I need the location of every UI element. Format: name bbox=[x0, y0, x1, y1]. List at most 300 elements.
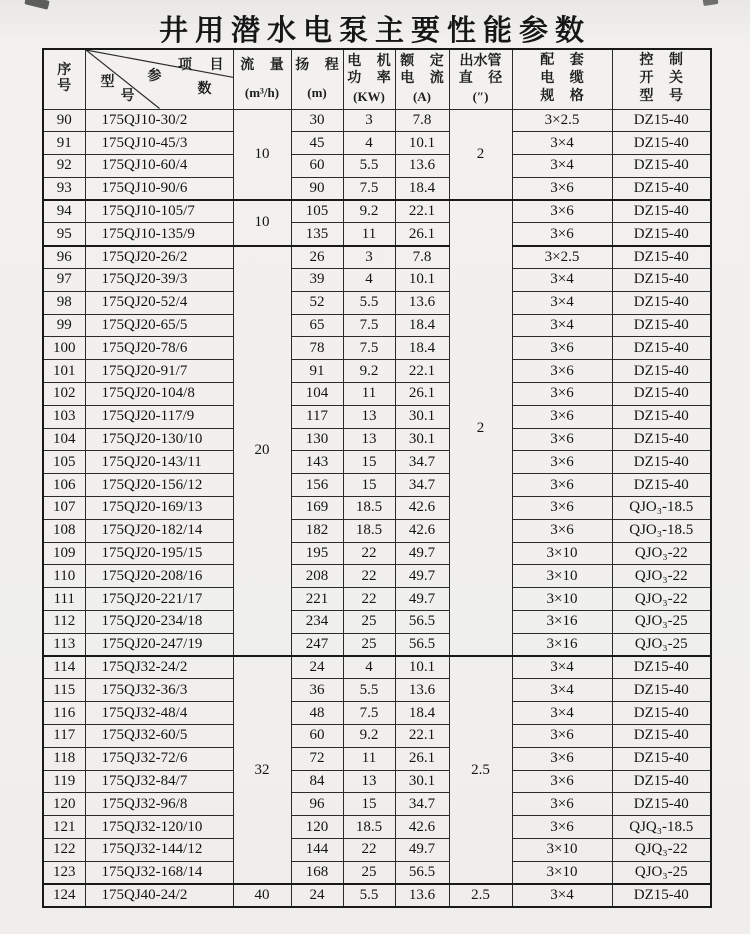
cell-cable: 3×4 bbox=[512, 679, 612, 702]
cell-head: 221 bbox=[291, 588, 343, 611]
cell-power: 22 bbox=[343, 565, 395, 588]
table-row bbox=[43, 679, 711, 702]
cell-power: 7.5 bbox=[343, 314, 395, 337]
cell-head: 195 bbox=[291, 542, 343, 565]
cell-serial: 99 bbox=[43, 314, 85, 337]
cell-power: 4 bbox=[343, 656, 395, 679]
col-header-cable bbox=[512, 49, 612, 109]
cell-head: 168 bbox=[291, 861, 343, 884]
cell-power: 13 bbox=[343, 405, 395, 428]
cell-current: 42.6 bbox=[395, 497, 449, 520]
cell-serial: 108 bbox=[43, 519, 85, 542]
cell-current: 7.8 bbox=[395, 109, 449, 132]
table-row bbox=[43, 405, 711, 428]
cell-current: 10.1 bbox=[395, 656, 449, 679]
table-row bbox=[43, 565, 711, 588]
cell-cable: 3×4 bbox=[512, 884, 612, 907]
cell-head: 169 bbox=[291, 497, 343, 520]
table-row bbox=[43, 132, 711, 155]
cell-flow: 20 bbox=[233, 246, 291, 656]
cell-power: 4 bbox=[343, 132, 395, 155]
cell-switch: DZ15-40 bbox=[612, 793, 711, 816]
col-header-current bbox=[395, 49, 449, 109]
cell-model: 175QJ20-52/4 bbox=[85, 291, 233, 314]
cell-model: 175QJ20-208/16 bbox=[85, 565, 233, 588]
col-header-flow bbox=[233, 49, 291, 109]
cell-switch: QJO₃-18.5 bbox=[612, 519, 711, 542]
header-text-model: 号 bbox=[120, 89, 135, 104]
cell-cable: 3×6 bbox=[512, 770, 612, 793]
table-row bbox=[43, 428, 711, 451]
cell-switch: DZ15-40 bbox=[612, 132, 711, 155]
cell-power: 25 bbox=[343, 861, 395, 884]
table-row bbox=[43, 747, 711, 770]
cell-serial: 97 bbox=[43, 269, 85, 292]
cell-cable: 3×4 bbox=[512, 132, 612, 155]
cell-cable: 3×6 bbox=[512, 223, 612, 246]
cell-serial: 95 bbox=[43, 223, 85, 246]
cell-power: 13 bbox=[343, 770, 395, 793]
cell-switch: DZ15-40 bbox=[612, 747, 711, 770]
cell-power: 25 bbox=[343, 611, 395, 634]
cell-switch: DZ15-40 bbox=[612, 155, 711, 178]
cell-model: 175QJ10-30/2 bbox=[85, 109, 233, 132]
header-unit: (m³/h) bbox=[244, 85, 280, 101]
table-row bbox=[43, 474, 711, 497]
cell-model: 175QJ20-195/15 bbox=[85, 542, 233, 565]
cell-switch: QJQ₃-22 bbox=[612, 839, 711, 862]
cell-cable: 3×6 bbox=[512, 747, 612, 770]
cell-model: 175QJ10-135/9 bbox=[85, 223, 233, 246]
cell-power: 9.2 bbox=[343, 360, 395, 383]
cell-head: 144 bbox=[291, 839, 343, 862]
cell-head: 24 bbox=[291, 884, 343, 907]
cell-head: 90 bbox=[291, 177, 343, 200]
cell-flow: 32 bbox=[233, 656, 291, 884]
cell-serial: 100 bbox=[43, 337, 85, 360]
header-text: 规 格 bbox=[540, 88, 584, 104]
cell-cable: 3×6 bbox=[512, 497, 612, 520]
table-row bbox=[43, 360, 711, 383]
cell-switch: DZ15-40 bbox=[612, 428, 711, 451]
cell-current: 22.1 bbox=[395, 725, 449, 748]
cell-head: 36 bbox=[291, 679, 343, 702]
cell-head: 26 bbox=[291, 246, 343, 269]
header-text: 电 缆 bbox=[540, 70, 584, 86]
cell-current: 30.1 bbox=[395, 770, 449, 793]
table-row bbox=[43, 200, 711, 223]
cell-switch: DZ15-40 bbox=[612, 725, 711, 748]
table-row bbox=[43, 588, 711, 611]
cell-cable: 3×10 bbox=[512, 565, 612, 588]
cell-head: 96 bbox=[291, 793, 343, 816]
cell-current: 22.1 bbox=[395, 200, 449, 223]
cell-diameter: 2 bbox=[449, 200, 512, 656]
cell-switch: DZ15-40 bbox=[612, 200, 711, 223]
table-row bbox=[43, 611, 711, 634]
cell-model: 175QJ32-84/7 bbox=[85, 770, 233, 793]
cell-current: 10.1 bbox=[395, 132, 449, 155]
table-row bbox=[43, 770, 711, 793]
table-row bbox=[43, 519, 711, 542]
cell-cable: 3×10 bbox=[512, 588, 612, 611]
table-row bbox=[43, 383, 711, 406]
table-row bbox=[43, 291, 711, 314]
cell-cable: 3×6 bbox=[512, 360, 612, 383]
cell-cable: 3×4 bbox=[512, 269, 612, 292]
cell-switch: DZ15-40 bbox=[612, 679, 711, 702]
cell-switch: DZ15-40 bbox=[612, 177, 711, 200]
header-text-item: 项 目 bbox=[178, 58, 224, 73]
cell-current: 34.7 bbox=[395, 474, 449, 497]
header-text: 直 径 bbox=[458, 71, 503, 87]
cell-serial: 98 bbox=[43, 291, 85, 314]
cell-current: 42.6 bbox=[395, 816, 449, 839]
cell-head: 247 bbox=[291, 633, 343, 656]
table-row bbox=[43, 451, 711, 474]
cell-cable: 3×6 bbox=[512, 383, 612, 406]
cell-head: 135 bbox=[291, 223, 343, 246]
cell-diameter: 2 bbox=[449, 109, 512, 200]
cell-power: 22 bbox=[343, 839, 395, 862]
cell-current: 22.1 bbox=[395, 360, 449, 383]
table-row bbox=[43, 497, 711, 520]
cell-current: 10.1 bbox=[395, 269, 449, 292]
cell-head: 65 bbox=[291, 314, 343, 337]
cell-cable: 3×6 bbox=[512, 428, 612, 451]
cell-power: 25 bbox=[343, 633, 395, 656]
cell-model: 175QJ20-104/8 bbox=[85, 383, 233, 406]
cell-current: 56.5 bbox=[395, 861, 449, 884]
cell-serial: 119 bbox=[43, 770, 85, 793]
cell-power: 3 bbox=[343, 246, 395, 269]
cell-current: 18.4 bbox=[395, 702, 449, 725]
cell-power: 22 bbox=[343, 588, 395, 611]
cell-power: 15 bbox=[343, 793, 395, 816]
cell-model: 175QJ20-117/9 bbox=[85, 405, 233, 428]
cell-cable: 3×16 bbox=[512, 611, 612, 634]
header-row bbox=[43, 49, 711, 109]
cell-model: 175QJ32-168/14 bbox=[85, 861, 233, 884]
cell-switch: QJO₃-22 bbox=[612, 565, 711, 588]
cell-switch: QJO₃-25 bbox=[612, 861, 711, 884]
cell-current: 56.5 bbox=[395, 611, 449, 634]
table-row bbox=[43, 314, 711, 337]
cell-model: 175QJ32-96/8 bbox=[85, 793, 233, 816]
cell-switch: DZ15-40 bbox=[612, 314, 711, 337]
cell-serial: 105 bbox=[43, 451, 85, 474]
cell-switch: DZ15-40 bbox=[612, 884, 711, 907]
cell-switch: QJO₃-18.5 bbox=[612, 497, 711, 520]
cell-serial: 110 bbox=[43, 565, 85, 588]
cell-serial: 120 bbox=[43, 793, 85, 816]
cell-power: 5.5 bbox=[343, 155, 395, 178]
cell-model: 175QJ32-72/6 bbox=[85, 747, 233, 770]
cell-model: 175QJ32-24/2 bbox=[85, 656, 233, 679]
cell-diameter: 2.5 bbox=[449, 884, 512, 907]
cell-power: 3 bbox=[343, 109, 395, 132]
cell-current: 26.1 bbox=[395, 383, 449, 406]
table-row bbox=[43, 337, 711, 360]
cell-power: 9.2 bbox=[343, 200, 395, 223]
cell-cable: 3×4 bbox=[512, 656, 612, 679]
table-row bbox=[43, 816, 711, 839]
cell-cable: 3×10 bbox=[512, 542, 612, 565]
cell-switch: DZ15-40 bbox=[612, 291, 711, 314]
cell-serial: 117 bbox=[43, 725, 85, 748]
cell-model: 175QJ20-65/5 bbox=[85, 314, 233, 337]
table-row bbox=[43, 656, 711, 679]
cell-head: 52 bbox=[291, 291, 343, 314]
col-header-head bbox=[291, 49, 343, 109]
cell-serial: 113 bbox=[43, 633, 85, 656]
cell-serial: 91 bbox=[43, 132, 85, 155]
cell-current: 13.6 bbox=[395, 291, 449, 314]
cell-power: 18.5 bbox=[343, 497, 395, 520]
cell-head: 84 bbox=[291, 770, 343, 793]
col-header-model-diagonal bbox=[85, 49, 233, 109]
cell-current: 49.7 bbox=[395, 565, 449, 588]
cell-serial: 115 bbox=[43, 679, 85, 702]
cell-head: 208 bbox=[291, 565, 343, 588]
cell-head: 60 bbox=[291, 155, 343, 178]
cell-model: 175QJ20-221/17 bbox=[85, 588, 233, 611]
cell-head: 156 bbox=[291, 474, 343, 497]
cell-serial: 109 bbox=[43, 542, 85, 565]
cell-model: 175QJ32-48/4 bbox=[85, 702, 233, 725]
header-text: 号 bbox=[57, 79, 72, 95]
table-row bbox=[43, 269, 711, 292]
cell-serial: 121 bbox=[43, 816, 85, 839]
cell-head: 234 bbox=[291, 611, 343, 634]
table-row bbox=[43, 633, 711, 656]
cell-cable: 3×2.5 bbox=[512, 246, 612, 269]
header-unit: (KW) bbox=[353, 89, 385, 105]
cell-model: 175QJ20-156/12 bbox=[85, 474, 233, 497]
cell-model: 175QJ20-182/14 bbox=[85, 519, 233, 542]
cell-current: 26.1 bbox=[395, 223, 449, 246]
col-header-switch bbox=[612, 49, 711, 109]
table-row bbox=[43, 702, 711, 725]
cell-power: 4 bbox=[343, 269, 395, 292]
cell-power: 18.5 bbox=[343, 816, 395, 839]
cell-current: 26.1 bbox=[395, 747, 449, 770]
cell-head: 120 bbox=[291, 816, 343, 839]
header-text: 控 制 bbox=[639, 53, 683, 69]
cell-power: 13 bbox=[343, 428, 395, 451]
cell-power: 15 bbox=[343, 474, 395, 497]
cell-current: 18.4 bbox=[395, 177, 449, 200]
cell-switch: DZ15-40 bbox=[612, 702, 711, 725]
cell-switch: DZ15-40 bbox=[612, 383, 711, 406]
cell-flow: 10 bbox=[233, 109, 291, 200]
cell-head: 130 bbox=[291, 428, 343, 451]
cell-switch: QJO₃-22 bbox=[612, 588, 711, 611]
cell-serial: 106 bbox=[43, 474, 85, 497]
cell-current: 42.6 bbox=[395, 519, 449, 542]
cell-power: 11 bbox=[343, 383, 395, 406]
cell-switch: QJQ₃-18.5 bbox=[612, 816, 711, 839]
cell-serial: 122 bbox=[43, 839, 85, 862]
header-text: 额 定 bbox=[400, 53, 444, 69]
cell-switch: DZ15-40 bbox=[612, 656, 711, 679]
cell-model: 175QJ32-144/12 bbox=[85, 839, 233, 862]
cell-head: 72 bbox=[291, 747, 343, 770]
cell-serial: 107 bbox=[43, 497, 85, 520]
performance-table bbox=[42, 48, 712, 908]
cell-current: 13.6 bbox=[395, 155, 449, 178]
cell-head: 105 bbox=[291, 200, 343, 223]
cell-model: 175QJ20-26/2 bbox=[85, 246, 233, 269]
cell-current: 34.7 bbox=[395, 451, 449, 474]
cell-model: 175QJ20-234/18 bbox=[85, 611, 233, 634]
header-text-param: 参 bbox=[147, 69, 162, 84]
cell-current: 13.6 bbox=[395, 679, 449, 702]
cell-cable: 3×6 bbox=[512, 474, 612, 497]
cell-current: 30.1 bbox=[395, 428, 449, 451]
table-row bbox=[43, 246, 711, 269]
cell-serial: 124 bbox=[43, 884, 85, 907]
cell-power: 7.5 bbox=[343, 337, 395, 360]
col-header-diameter bbox=[449, 49, 512, 109]
header-text-param: 数 bbox=[197, 82, 212, 97]
cell-serial: 90 bbox=[43, 109, 85, 132]
cell-model: 175QJ32-36/3 bbox=[85, 679, 233, 702]
cell-power: 7.5 bbox=[343, 177, 395, 200]
cell-model: 175QJ20-39/3 bbox=[85, 269, 233, 292]
header-text: 电 流 bbox=[400, 71, 444, 87]
table-row bbox=[43, 177, 711, 200]
table-row bbox=[43, 542, 711, 565]
table-row bbox=[43, 839, 711, 862]
cell-model: 175QJ20-169/13 bbox=[85, 497, 233, 520]
cell-switch: DZ15-40 bbox=[612, 246, 711, 269]
header-unit: (m) bbox=[307, 85, 327, 101]
cell-cable: 3×6 bbox=[512, 816, 612, 839]
cell-power: 11 bbox=[343, 747, 395, 770]
cell-power: 11 bbox=[343, 223, 395, 246]
cell-head: 60 bbox=[291, 725, 343, 748]
cell-model: 175QJ32-120/10 bbox=[85, 816, 233, 839]
cell-head: 24 bbox=[291, 656, 343, 679]
cell-cable: 3×4 bbox=[512, 702, 612, 725]
cell-model: 175QJ20-247/19 bbox=[85, 633, 233, 656]
cell-head: 39 bbox=[291, 269, 343, 292]
cell-model: 175QJ10-45/3 bbox=[85, 132, 233, 155]
cell-cable: 3×4 bbox=[512, 155, 612, 178]
cell-serial: 116 bbox=[43, 702, 85, 725]
cell-serial: 102 bbox=[43, 383, 85, 406]
cell-model: 175QJ32-60/5 bbox=[85, 725, 233, 748]
cell-switch: QJO₃-25 bbox=[612, 633, 711, 656]
cell-switch: DZ15-40 bbox=[612, 269, 711, 292]
cell-cable: 3×10 bbox=[512, 861, 612, 884]
cell-model: 175QJ20-78/6 bbox=[85, 337, 233, 360]
cell-cable: 3×6 bbox=[512, 519, 612, 542]
table-body bbox=[43, 109, 711, 907]
cell-switch: DZ15-40 bbox=[612, 474, 711, 497]
cell-cable: 3×6 bbox=[512, 337, 612, 360]
cell-switch: DZ15-40 bbox=[612, 451, 711, 474]
cell-current: 7.8 bbox=[395, 246, 449, 269]
cell-cable: 3×6 bbox=[512, 793, 612, 816]
page-title: 井用潜水电泵主要性能参数 bbox=[158, 15, 591, 47]
cell-switch: DZ15-40 bbox=[612, 223, 711, 246]
cell-cable: 3×4 bbox=[512, 291, 612, 314]
cell-power: 15 bbox=[343, 451, 395, 474]
cell-serial: 96 bbox=[43, 246, 85, 269]
cell-model: 175QJ10-105/7 bbox=[85, 200, 233, 223]
header-text: 开 关 bbox=[639, 70, 683, 86]
cell-power: 7.5 bbox=[343, 702, 395, 725]
cell-cable: 3×6 bbox=[512, 200, 612, 223]
cell-current: 13.6 bbox=[395, 884, 449, 907]
cell-flow: 10 bbox=[233, 200, 291, 246]
cell-serial: 104 bbox=[43, 428, 85, 451]
cell-serial: 103 bbox=[43, 405, 85, 428]
header-text: 流 量 bbox=[240, 57, 284, 73]
cell-switch: DZ15-40 bbox=[612, 770, 711, 793]
cell-power: 5.5 bbox=[343, 884, 395, 907]
cell-switch: DZ15-40 bbox=[612, 337, 711, 360]
cell-head: 48 bbox=[291, 702, 343, 725]
cell-model: 175QJ20-130/10 bbox=[85, 428, 233, 451]
cell-model: 175QJ20-91/7 bbox=[85, 360, 233, 383]
cell-power: 18.5 bbox=[343, 519, 395, 542]
header-text: 扬 程 bbox=[295, 57, 339, 73]
cell-switch: QJO₃-25 bbox=[612, 611, 711, 634]
cell-head: 91 bbox=[291, 360, 343, 383]
cell-model: 175QJ10-60/4 bbox=[85, 155, 233, 178]
cell-switch: QJO₃-22 bbox=[612, 542, 711, 565]
table-row bbox=[43, 861, 711, 884]
cell-cable: 3×6 bbox=[512, 177, 612, 200]
cell-current: 49.7 bbox=[395, 542, 449, 565]
cell-current: 18.4 bbox=[395, 314, 449, 337]
header-text: 电 机 bbox=[347, 53, 391, 69]
table-row bbox=[43, 793, 711, 816]
cell-current: 49.7 bbox=[395, 588, 449, 611]
cell-cable: 3×4 bbox=[512, 314, 612, 337]
cell-head: 182 bbox=[291, 519, 343, 542]
cell-current: 56.5 bbox=[395, 633, 449, 656]
cell-current: 18.4 bbox=[395, 337, 449, 360]
header-text: 功 率 bbox=[347, 71, 391, 87]
table-row bbox=[43, 155, 711, 178]
cell-serial: 92 bbox=[43, 155, 85, 178]
cell-serial: 123 bbox=[43, 861, 85, 884]
cell-head: 45 bbox=[291, 132, 343, 155]
cell-serial: 112 bbox=[43, 611, 85, 634]
col-header-serial bbox=[43, 49, 85, 109]
cell-cable: 3×2.5 bbox=[512, 109, 612, 132]
header-text: 出水管 bbox=[459, 53, 502, 69]
cell-current: 34.7 bbox=[395, 793, 449, 816]
header-unit: (″) bbox=[472, 89, 489, 105]
cell-power: 22 bbox=[343, 542, 395, 565]
cell-serial: 111 bbox=[43, 588, 85, 611]
cell-model: 175QJ10-90/6 bbox=[85, 177, 233, 200]
cell-serial: 114 bbox=[43, 656, 85, 679]
cell-serial: 101 bbox=[43, 360, 85, 383]
cell-cable: 3×10 bbox=[512, 839, 612, 862]
cell-model: 175QJ20-143/11 bbox=[85, 451, 233, 474]
header-text: 型 号 bbox=[639, 88, 683, 104]
cell-power: 9.2 bbox=[343, 725, 395, 748]
cell-current: 49.7 bbox=[395, 839, 449, 862]
cell-diameter: 2.5 bbox=[449, 656, 512, 884]
table-row bbox=[43, 223, 711, 246]
